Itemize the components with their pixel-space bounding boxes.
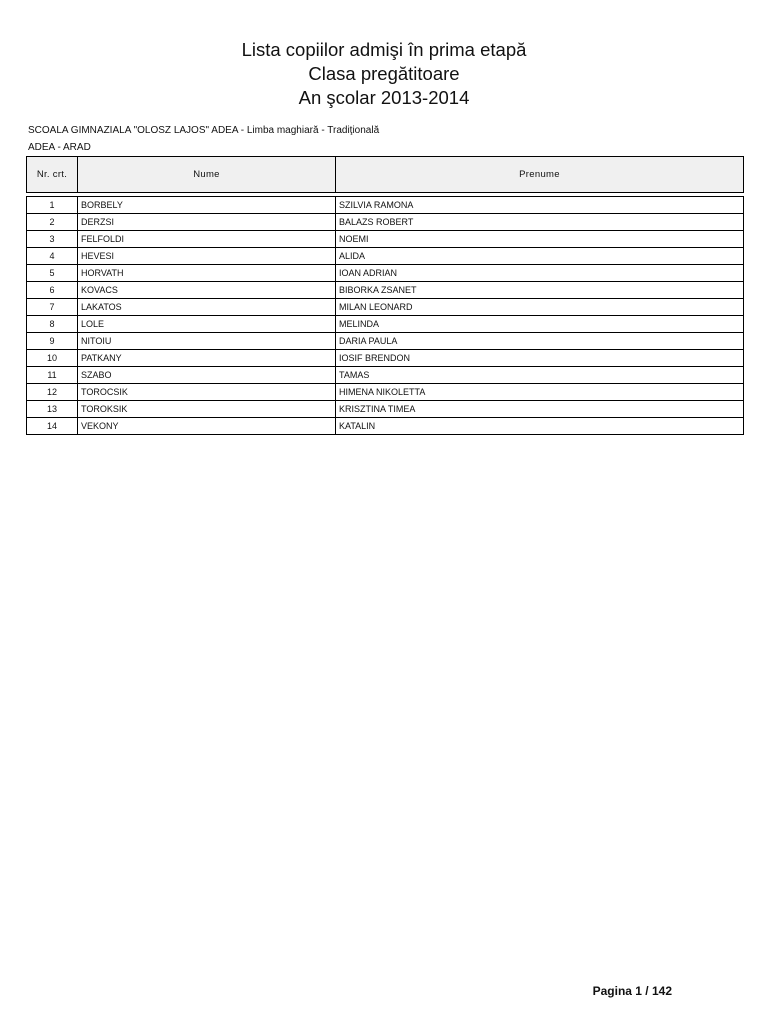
row-prenume: KATALIN xyxy=(336,418,744,435)
row-number: 11 xyxy=(27,367,78,384)
row-prenume: MELINDA xyxy=(336,316,744,333)
header-nume: Nume xyxy=(78,157,336,193)
row-number: 3 xyxy=(27,231,78,248)
row-prenume: KRISZTINA TIMEA xyxy=(336,401,744,418)
row-prenume: DARIA PAULA xyxy=(336,333,744,350)
row-nume: HEVESI xyxy=(78,248,336,265)
row-number: 1 xyxy=(27,197,78,214)
table-row xyxy=(27,316,744,333)
row-prenume: HIMENA NIKOLETTA xyxy=(336,384,744,401)
table-row xyxy=(27,197,744,214)
school-year-line: An şcolar 2013-2014 xyxy=(298,87,470,108)
row-prenume: BALAZS ROBERT xyxy=(336,214,744,231)
row-number: 7 xyxy=(27,299,78,316)
row-nume: LOLE xyxy=(78,316,336,333)
row-number: 14 xyxy=(27,418,78,435)
row-prenume: ALIDA xyxy=(336,248,744,265)
row-nume: BORBELY xyxy=(78,197,336,214)
row-number: 2 xyxy=(27,214,78,231)
table-row xyxy=(27,367,744,384)
title-line: Lista copiilor admişi în prima etapă xyxy=(241,39,527,60)
table-row xyxy=(27,248,744,265)
header-nr-crt: Nr. crt. xyxy=(27,157,78,193)
school-name: SCOALA GIMNAZIALA "OLOSZ LAJOS" ADEA - Limba maghiară - Tradiţională xyxy=(28,125,380,136)
table-row xyxy=(27,231,744,248)
row-nume: NITOIU xyxy=(78,333,336,350)
table-row xyxy=(27,214,744,231)
row-prenume: NOEMI xyxy=(336,231,744,248)
document-title xyxy=(0,38,768,110)
row-prenume: SZILVIA RAMONA xyxy=(336,197,744,214)
row-prenume: BIBORKA ZSANET xyxy=(336,282,744,299)
row-nume: FELFOLDI xyxy=(78,231,336,248)
row-number: 10 xyxy=(27,350,78,367)
page-number: Pagina 1 / 142 xyxy=(592,984,672,998)
table-row xyxy=(27,333,744,350)
table-header-row xyxy=(27,157,744,193)
row-nume: LAKATOS xyxy=(78,299,336,316)
header-prenume: Prenume xyxy=(336,157,744,193)
row-nume: KOVACS xyxy=(78,282,336,299)
table-row xyxy=(27,384,744,401)
subtitle-line: Clasa pregătitoare xyxy=(308,63,460,84)
row-nume: SZABO xyxy=(78,367,336,384)
table-row xyxy=(27,418,744,435)
row-number: 13 xyxy=(27,401,78,418)
row-nume: HORVATH xyxy=(78,265,336,282)
row-number: 5 xyxy=(27,265,78,282)
row-number: 12 xyxy=(27,384,78,401)
row-number: 6 xyxy=(27,282,78,299)
table-row xyxy=(27,401,744,418)
admitted-children-table xyxy=(26,156,744,435)
row-nume: TOROKSIK xyxy=(78,401,336,418)
locality: ADEA - ARAD xyxy=(28,142,91,153)
table-row xyxy=(27,299,744,316)
row-nume: DERZSI xyxy=(78,214,336,231)
row-prenume: IOSIF BRENDON xyxy=(336,350,744,367)
table-row xyxy=(27,265,744,282)
row-nume: PATKANY xyxy=(78,350,336,367)
row-number: 9 xyxy=(27,333,78,350)
table-row xyxy=(27,350,744,367)
row-nume: TOROCSIK xyxy=(78,384,336,401)
row-prenume: IOAN ADRIAN xyxy=(336,265,744,282)
row-nume: VEKONY xyxy=(78,418,336,435)
row-number: 4 xyxy=(27,248,78,265)
table-row xyxy=(27,282,744,299)
row-prenume: TAMAS xyxy=(336,367,744,384)
row-number: 8 xyxy=(27,316,78,333)
row-prenume: MILAN LEONARD xyxy=(336,299,744,316)
